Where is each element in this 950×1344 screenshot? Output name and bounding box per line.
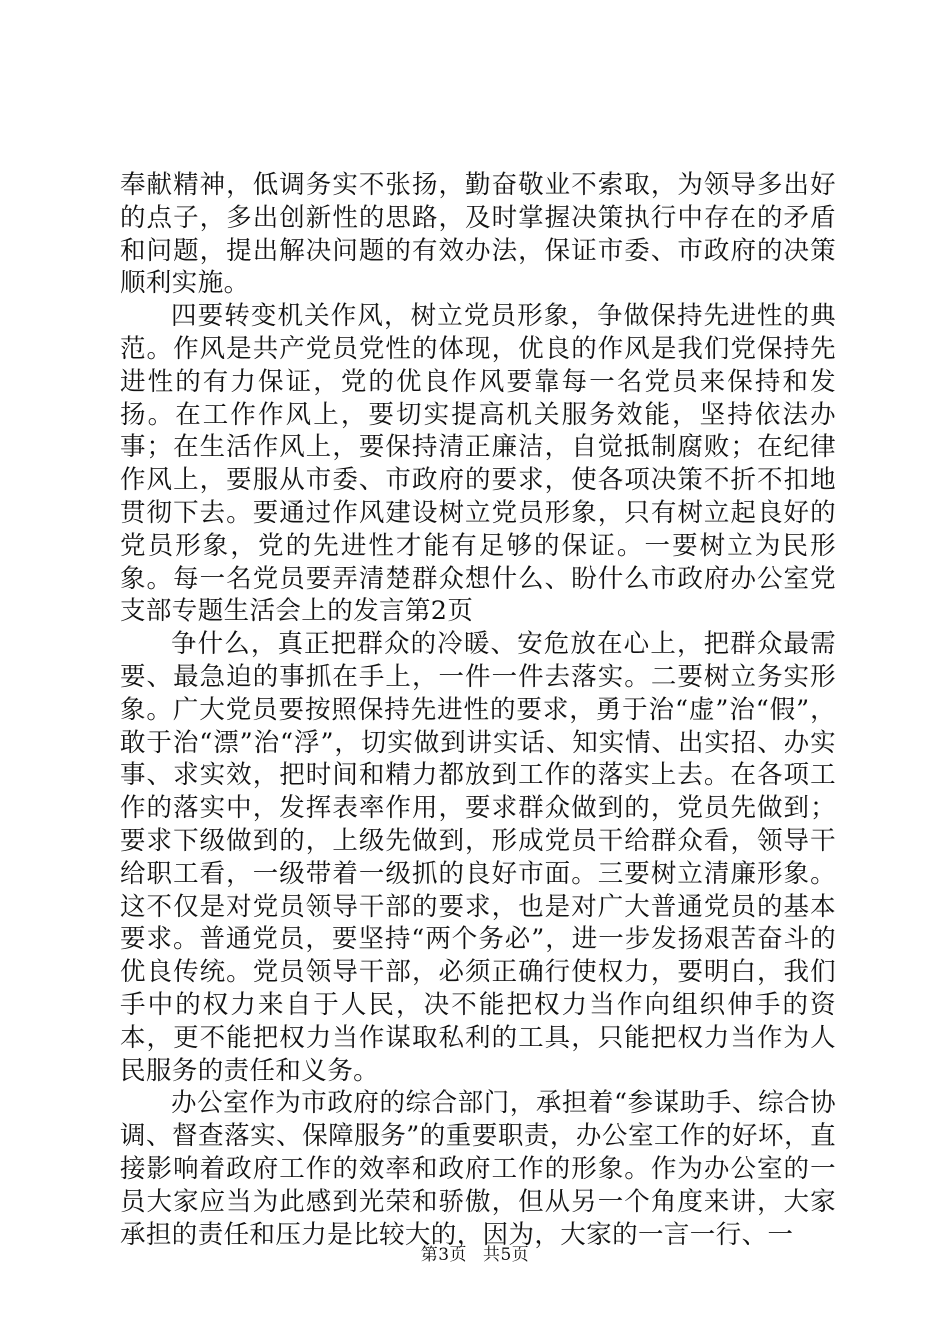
page-footer	[0, 1244, 950, 1266]
document-body	[120, 169, 836, 1251]
paragraph-4: 办公室作为市政府的综合部门，承担着“参谋助手、综合协调、督查落实、保障服务”的重要职责，办公室工作的好坏，直接影响着政府工作的效率和政府工作的形象。作为办公室的一员大家应当为此感到光荣和骄傲，但从另一个角度来讲，大家承担的责任和压力是比较大的，因为，大家的一言一行、一	[120, 1088, 836, 1250]
paragraph-1: 奉献精神，低调务实不张扬，勤奋敬业不索取，为领导多出好的点子，多出创新性的思路，及时掌握决策执行中存在的矛盾和问题，提出解决问题的有效办法，保证市委、市政府的决策顺利实施。	[120, 170, 836, 299]
page-total: 共5页	[482, 1245, 530, 1265]
paragraph-3: 争什么，真正把群众的冷暖、安危放在心上，把群众最需要、最急迫的事抓在手上，一件一件去落实。二要树立务实形象。广大党员要按照保持先进性的要求，勇于治“虚”治“假”，敢于治“漂”治“浮”，切实做到讲实话、知实情、出实招、办实事、求实效，把时间和精力都放到工作的落实上去。在各项工作的落实中，发挥表率作用，要求群众做到的，党员先做到；要求下级做到的，上级先做到，形成党员干给群众看，领导干给职工看，一级带着一级抓的良好市面。三要树立清廉形象。这不仅是对党员领导干部的要求，也是对广大普通党员的基本要求。普通党员，要坚持“两个务必”，进一步发扬艰苦奋斗的优良传统。党员领导干部，必须正确行使权力，要明白，我们手中的权力来自于人民，决不能把权力当作向组织伸手的资本，更不能把权力当作谋取私利的工具，只能把权力当作为人民服务的责任和义务。	[120, 629, 836, 1086]
page-number: 第3页	[420, 1245, 468, 1265]
paragraph-2: 四要转变机关作风，树立党员形象，争做保持先进性的典范。作风是共产党员党性的体现，优良的作风是我们党保持先进性的有力保证，党的优良作风要靠每一名党员来保持和发扬。在工作作风上，要切实提高机关服务效能，坚持依法办事；在生活作风上，要保持清正廉洁，自觉抵制腐败；在纪律作风上，要服从市委、市政府的要求，使各项决策不折不扣地贯彻下去。要通过作风建设树立党员形象，只有树立起良好的党员形象，党的先进性才能有足够的保证。一要树立为民形象。每一名党员要弄清楚群众想什么、盼什么市政府办公室党支部专题生活会上的发言第2页	[120, 301, 836, 627]
